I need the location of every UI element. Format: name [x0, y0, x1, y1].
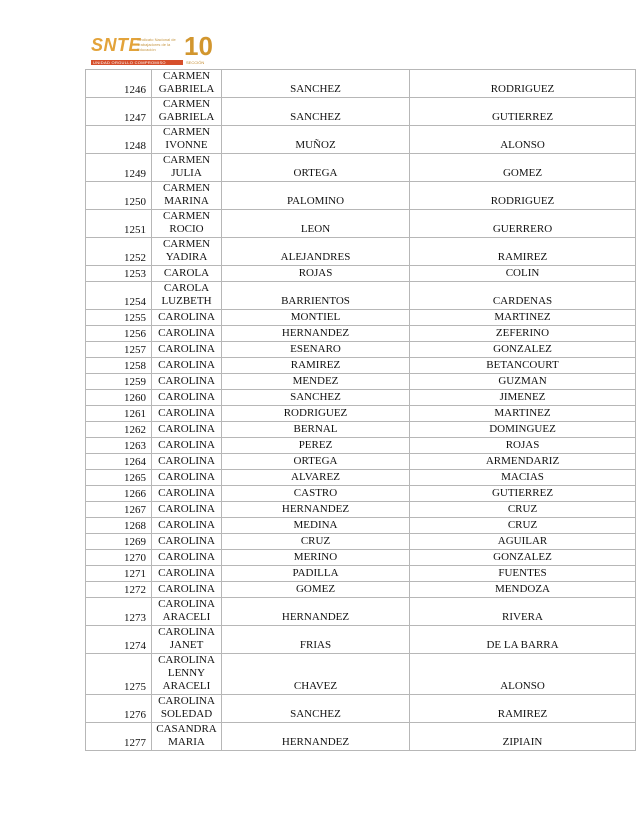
logo-subtitle: Sindicato Nacional de Trabajadores de la Educación — [137, 37, 176, 52]
row-number: 1258 — [86, 358, 152, 374]
maternal-surname: ZEFERINO — [410, 326, 636, 342]
table-row — [86, 534, 636, 550]
roster-table-body — [86, 70, 636, 751]
first-name-line: SOLEDAD — [160, 708, 213, 720]
first-name-line: GABRIELA — [158, 111, 215, 123]
table-row — [86, 566, 636, 582]
maternal-surname: DOMINGUEZ — [410, 422, 636, 438]
table-row — [86, 654, 636, 695]
first-name-line: ROCIO — [169, 223, 204, 235]
row-number: 1262 — [86, 422, 152, 438]
first-name-line: ARACELI — [162, 611, 211, 623]
snte-logo — [91, 33, 215, 69]
table-row — [86, 438, 636, 454]
row-number: 1263 — [86, 438, 152, 454]
first-name-cell — [152, 598, 222, 626]
maternal-surname: CARDENAS — [410, 282, 636, 310]
table-row — [86, 518, 636, 534]
table-row — [86, 470, 636, 486]
maternal-surname: MENDOZA — [410, 582, 636, 598]
first-name-line: CAROLINA — [158, 375, 215, 387]
paternal-surname: SANCHEZ — [222, 98, 410, 126]
row-number: 1253 — [86, 266, 152, 282]
first-name-line: CAROLINA — [158, 359, 215, 371]
first-name-cell — [152, 70, 222, 98]
first-name-cell — [152, 438, 222, 454]
table-row — [86, 626, 636, 654]
table-row — [86, 282, 636, 310]
first-name-cell — [152, 358, 222, 374]
row-number: 1246 — [86, 70, 152, 98]
row-number: 1277 — [86, 723, 152, 751]
first-name-cell — [152, 238, 222, 266]
row-number: 1272 — [86, 582, 152, 598]
table-row — [86, 210, 636, 238]
first-name-line: CAROLINA — [158, 391, 215, 403]
row-number: 1261 — [86, 406, 152, 422]
paternal-surname: MENDEZ — [222, 374, 410, 390]
first-name-line: ARACELI — [162, 680, 211, 692]
first-name-line: CAROLINA — [158, 311, 215, 323]
row-number: 1257 — [86, 342, 152, 358]
first-name-line: CAROLA — [163, 267, 210, 279]
first-name-cell — [152, 626, 222, 654]
row-number: 1264 — [86, 454, 152, 470]
first-name-cell — [152, 582, 222, 598]
table-row — [86, 406, 636, 422]
first-name-line: CAROLINA — [158, 535, 215, 547]
maternal-surname: RODRIGUEZ — [410, 70, 636, 98]
first-name-cell — [152, 98, 222, 126]
maternal-surname: GONZALEZ — [410, 550, 636, 566]
first-name-cell — [152, 550, 222, 566]
paternal-surname: PADILLA — [222, 566, 410, 582]
row-number: 1271 — [86, 566, 152, 582]
row-number: 1250 — [86, 182, 152, 210]
first-name-line: CAROLINA — [158, 519, 215, 531]
logo-text: SNTE — [91, 35, 142, 55]
row-number: 1270 — [86, 550, 152, 566]
first-name-line: CAROLINA — [158, 407, 215, 419]
paternal-surname: BARRIENTOS — [222, 282, 410, 310]
first-name-cell — [152, 342, 222, 358]
paternal-surname: FRIAS — [222, 626, 410, 654]
maternal-surname: ARMENDARIZ — [410, 454, 636, 470]
first-name-cell — [152, 566, 222, 582]
maternal-surname: ALONSO — [410, 654, 636, 695]
paternal-surname: MUÑOZ — [222, 126, 410, 154]
paternal-surname: RAMIREZ — [222, 358, 410, 374]
table-row — [86, 723, 636, 751]
first-name-cell — [152, 390, 222, 406]
maternal-surname: RAMIREZ — [410, 695, 636, 723]
paternal-surname: HERNANDEZ — [222, 598, 410, 626]
paternal-surname: ALEJANDRES — [222, 238, 410, 266]
paternal-surname: SANCHEZ — [222, 70, 410, 98]
maternal-surname: BETANCOURT — [410, 358, 636, 374]
maternal-surname: COLIN — [410, 266, 636, 282]
logo-number-sub: SECCIÓN — [186, 60, 205, 65]
paternal-surname: PEREZ — [222, 438, 410, 454]
logo-band-text: UNIDAD ORGULLO COMPROMISO — [93, 60, 166, 65]
row-number: 1249 — [86, 154, 152, 182]
first-name-cell — [152, 695, 222, 723]
row-number: 1267 — [86, 502, 152, 518]
paternal-surname: CHAVEZ — [222, 654, 410, 695]
first-name-cell — [152, 422, 222, 438]
first-name-line: LUZBETH — [161, 295, 212, 307]
first-name-cell — [152, 310, 222, 326]
first-name-cell — [152, 406, 222, 422]
first-name-line: CAROLINA — [158, 695, 215, 707]
first-name-line: CAROLINA — [158, 343, 215, 355]
first-name-cell — [152, 518, 222, 534]
first-name-cell — [152, 182, 222, 210]
table-row — [86, 502, 636, 518]
first-name-line: CAROLINA — [158, 598, 215, 610]
table-row — [86, 266, 636, 282]
first-name-cell — [152, 210, 222, 238]
maternal-surname: DE LA BARRA — [410, 626, 636, 654]
first-name-line: LENNY — [167, 667, 206, 679]
first-name-line: CAROLINA — [158, 654, 215, 666]
paternal-surname: ROJAS — [222, 266, 410, 282]
maternal-surname: MARTINEZ — [410, 310, 636, 326]
paternal-surname: PALOMINO — [222, 182, 410, 210]
table-row — [86, 70, 636, 98]
first-name-line: MARINA — [164, 195, 209, 207]
first-name-cell — [152, 723, 222, 751]
first-name-line: CAROLA — [163, 282, 210, 294]
first-name-line: JANET — [169, 639, 204, 651]
first-name-line: CAROLINA — [158, 439, 215, 451]
paternal-surname: CRUZ — [222, 534, 410, 550]
table-row — [86, 326, 636, 342]
first-name-line: CAROLINA — [158, 503, 215, 515]
maternal-surname: MARTINEZ — [410, 406, 636, 422]
maternal-surname: GUERRERO — [410, 210, 636, 238]
paternal-surname: MEDINA — [222, 518, 410, 534]
first-name-cell — [152, 374, 222, 390]
first-name-cell — [152, 282, 222, 310]
first-name-line: CAROLINA — [158, 471, 215, 483]
first-name-cell — [152, 654, 222, 695]
row-number: 1260 — [86, 390, 152, 406]
paternal-surname: HERNANDEZ — [222, 723, 410, 751]
paternal-surname: HERNANDEZ — [222, 502, 410, 518]
maternal-surname: AGUILAR — [410, 534, 636, 550]
first-name-line: CARMEN — [162, 238, 211, 250]
maternal-surname: GUZMAN — [410, 374, 636, 390]
maternal-surname: ZIPIAIN — [410, 723, 636, 751]
row-number: 1266 — [86, 486, 152, 502]
row-number: 1248 — [86, 126, 152, 154]
first-name-line: GABRIELA — [158, 83, 215, 95]
row-number: 1259 — [86, 374, 152, 390]
first-name-cell — [152, 154, 222, 182]
maternal-surname: JIMENEZ — [410, 390, 636, 406]
maternal-surname: ALONSO — [410, 126, 636, 154]
first-name-line: MARIA — [168, 736, 205, 748]
paternal-surname: ALVAREZ — [222, 470, 410, 486]
first-name-line: CAROLINA — [158, 327, 215, 339]
paternal-surname: ORTEGA — [222, 154, 410, 182]
maternal-surname: GOMEZ — [410, 154, 636, 182]
row-number: 1256 — [86, 326, 152, 342]
paternal-surname: ORTEGA — [222, 454, 410, 470]
row-number: 1251 — [86, 210, 152, 238]
row-number: 1268 — [86, 518, 152, 534]
row-number: 1265 — [86, 470, 152, 486]
maternal-surname: RAMIREZ — [410, 238, 636, 266]
first-name-cell — [152, 470, 222, 486]
maternal-surname: GUTIERREZ — [410, 486, 636, 502]
paternal-surname: SANCHEZ — [222, 390, 410, 406]
table-row — [86, 422, 636, 438]
maternal-surname: RODRIGUEZ — [410, 182, 636, 210]
row-number: 1276 — [86, 695, 152, 723]
first-name-line: CAROLINA — [158, 455, 215, 467]
table-row — [86, 390, 636, 406]
logo-number: 10 — [184, 31, 213, 61]
first-name-line: CARMEN — [162, 154, 211, 166]
maternal-surname: GUTIERREZ — [410, 98, 636, 126]
first-name-line: CAROLINA — [158, 551, 215, 563]
first-name-line: CARMEN — [162, 126, 211, 138]
first-name-line: IVONNE — [165, 139, 208, 151]
table-row — [86, 310, 636, 326]
table-row — [86, 582, 636, 598]
table-row — [86, 182, 636, 210]
paternal-surname: MONTIEL — [222, 310, 410, 326]
maternal-surname: CRUZ — [410, 518, 636, 534]
first-name-cell — [152, 454, 222, 470]
first-name-cell — [152, 534, 222, 550]
first-name-line: YADIRA — [165, 251, 208, 263]
row-number: 1275 — [86, 654, 152, 695]
paternal-surname: GOMEZ — [222, 582, 410, 598]
first-name-line: CAROLINA — [158, 626, 215, 638]
table-row — [86, 695, 636, 723]
first-name-line: CARMEN — [162, 210, 211, 222]
table-row — [86, 126, 636, 154]
table-row — [86, 238, 636, 266]
maternal-surname: ROJAS — [410, 438, 636, 454]
row-number: 1273 — [86, 598, 152, 626]
paternal-surname: SANCHEZ — [222, 695, 410, 723]
paternal-surname: BERNAL — [222, 422, 410, 438]
row-number: 1247 — [86, 98, 152, 126]
first-name-line: CARMEN — [162, 182, 211, 194]
table-row — [86, 154, 636, 182]
first-name-line: CAROLINA — [158, 567, 215, 579]
first-name-cell — [152, 266, 222, 282]
first-name-cell — [152, 486, 222, 502]
table-row — [86, 358, 636, 374]
table-row — [86, 342, 636, 358]
table-row — [86, 98, 636, 126]
first-name-line: CARMEN — [162, 98, 211, 110]
first-name-line: CARMEN — [162, 70, 211, 82]
paternal-surname: HERNANDEZ — [222, 326, 410, 342]
row-number: 1269 — [86, 534, 152, 550]
table-row — [86, 454, 636, 470]
table-row — [86, 598, 636, 626]
first-name-line: JULIA — [171, 167, 202, 179]
row-number: 1252 — [86, 238, 152, 266]
first-name-cell — [152, 126, 222, 154]
paternal-surname: ESENARO — [222, 342, 410, 358]
first-name-line: CAROLINA — [158, 583, 215, 595]
table-row — [86, 486, 636, 502]
first-name-line: CAROLINA — [158, 487, 215, 499]
row-number: 1255 — [86, 310, 152, 326]
paternal-surname: MERINO — [222, 550, 410, 566]
maternal-surname: GONZALEZ — [410, 342, 636, 358]
paternal-surname: RODRIGUEZ — [222, 406, 410, 422]
maternal-surname: MACIAS — [410, 470, 636, 486]
table-row — [86, 374, 636, 390]
first-name-cell — [152, 326, 222, 342]
row-number: 1254 — [86, 282, 152, 310]
row-number: 1274 — [86, 626, 152, 654]
paternal-surname: LEON — [222, 210, 410, 238]
roster-table — [85, 69, 636, 751]
maternal-surname: FUENTES — [410, 566, 636, 582]
maternal-surname: RIVERA — [410, 598, 636, 626]
first-name-line: CASANDRA — [156, 723, 217, 735]
table-row — [86, 550, 636, 566]
paternal-surname: CASTRO — [222, 486, 410, 502]
first-name-line: CAROLINA — [158, 423, 215, 435]
first-name-cell — [152, 502, 222, 518]
maternal-surname: CRUZ — [410, 502, 636, 518]
